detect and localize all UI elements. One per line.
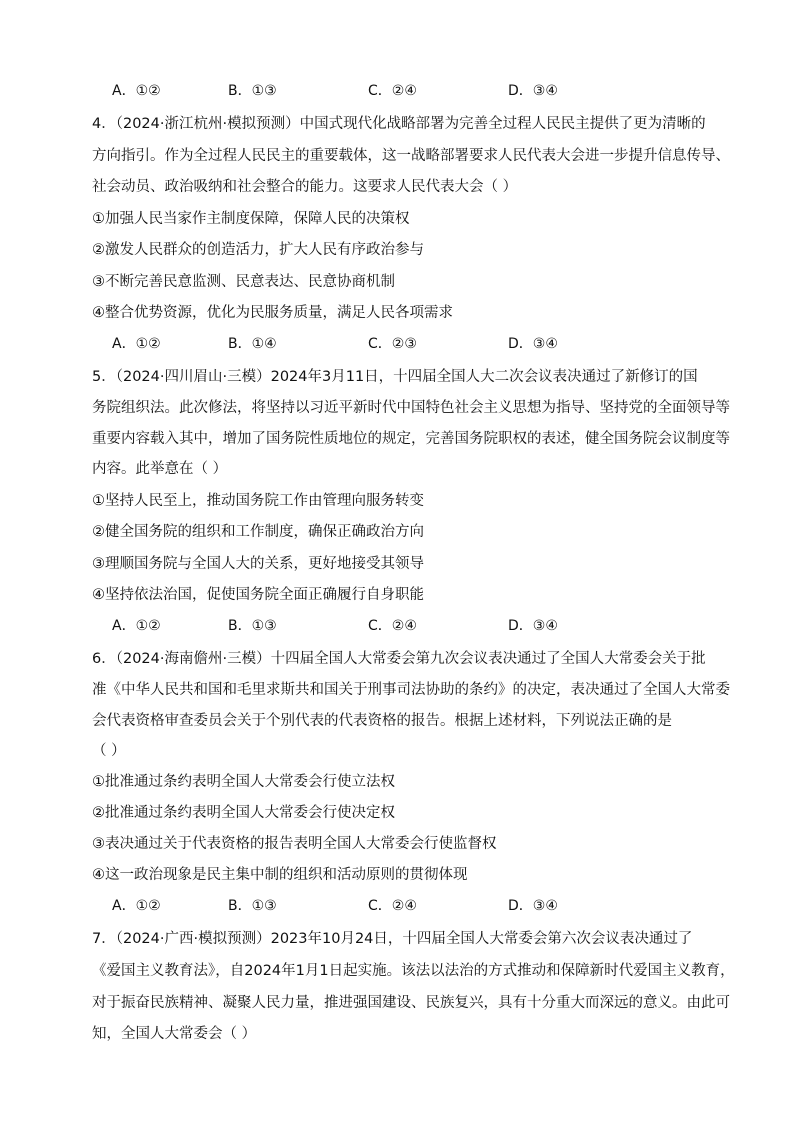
option-b[interactable]: B．①③ — [228, 618, 277, 634]
option-d[interactable]: D．③④ — [508, 336, 558, 352]
q7-stem-line: 《爱国主义教育法》，自2024年1月1日起实施。该法以法治的方式推动和保障新时代爱国主义教育， — [92, 963, 735, 979]
q4-item: ③不断完善民意监测、民意表达、民意协商机制 — [92, 274, 395, 290]
q7-stem-line: 知，全国人大常委会（ ） — [92, 1026, 257, 1042]
q5-stem-line: 务院组织法。此次修法，将坚持以习近平新时代中国特色社会主义思想为指导、坚持党的全面领导等 — [92, 400, 730, 416]
option-b[interactable]: B．①④ — [228, 336, 277, 352]
q5-item: ②健全国务院的组织和工作制度，确保正确政治方向 — [92, 524, 424, 540]
option-c[interactable]: C．②③ — [368, 336, 417, 352]
q5-item: ③理顺国务院与全国人大的关系，更好地接受其领导 — [92, 556, 424, 572]
option-b[interactable]: B．①③ — [228, 83, 277, 99]
option-d[interactable]: D．③④ — [508, 83, 558, 99]
q4-stem-line: 方向指引。作为全过程人民民主的重要载体，这一战略部署要求人民代表大会进一步提升信息传导、 — [92, 148, 730, 164]
q6-item: ②批准通过条约表明全国人大常委会行使决定权 — [92, 805, 395, 821]
q4-stem-line: 社会动员、政治吸纳和社会整合的能力。这要求人民代表大会（ ） — [92, 179, 518, 195]
q3-options — [112, 81, 712, 101]
option-a[interactable]: A．①② — [112, 336, 161, 352]
option-c[interactable]: C．②④ — [368, 898, 417, 914]
q6-stem-line: 准《中华人民共和国和毛里求斯共和国关于刑事司法协助的条约》的决定，表决通过了全国人大常委 — [92, 682, 730, 698]
q5-item: ①坚持人民至上，推动国务院工作由管理向服务转变 — [92, 493, 424, 509]
q4-options — [112, 334, 712, 354]
q6-item: ④这一政治现象是民主集中制的组织和活动原则的贯彻体现 — [92, 867, 468, 883]
q4-item: ②激发人民群众的创造活力，扩大人民有序政治参与 — [92, 242, 424, 258]
q6-item: ③表决通过关于代表资格的报告表明全国人大常委会行使监督权 — [92, 836, 497, 852]
q5-options — [112, 616, 712, 636]
option-a[interactable]: A．①② — [112, 83, 161, 99]
q6-item: ①批准通过条约表明全国人大常委会行使立法权 — [92, 774, 395, 790]
option-b[interactable]: B．①③ — [228, 898, 277, 914]
q5-stem-line: 5．（2024·四川眉山·三模）2024年3月11日，十四届全国人大二次会议表决通过了新修订的国 — [92, 369, 698, 385]
option-a[interactable]: A．①② — [112, 898, 161, 914]
q4-item: ①加强人民当家作主制度保障，保障人民的决策权 — [92, 211, 410, 227]
q5-stem-line: 重要内容载入其中，增加了国务院性质地位的规定，完善国务院职权的表述，健全国务院会议制度等 — [92, 431, 730, 447]
option-d[interactable]: D．③④ — [508, 898, 558, 914]
q6-stem-line: （ ） — [92, 743, 126, 759]
q7-stem-line: 7．（2024·广西·模拟预测）2023年10月24日，十四届全国人大常委会第六次会议表决通过了 — [92, 931, 693, 947]
q5-item: ④坚持依法治国，促使国务院全面正确履行自身职能 — [92, 587, 424, 603]
q5-stem-line: 内容。此举意在（ ） — [92, 461, 228, 477]
q7-stem-line: 对于振奋民族精神、凝聚人民力量，推进强国建设、民族复兴，具有十分重大而深远的意义。由此可 — [92, 995, 730, 1011]
option-c[interactable]: C．②④ — [368, 618, 417, 634]
option-a[interactable]: A．①② — [112, 618, 161, 634]
q6-stem-line: 会代表资格审查委员会关于个别代表的代表资格的报告。根据上述材料，下列说法正确的是 — [92, 713, 672, 729]
option-d[interactable]: D．③④ — [508, 618, 558, 634]
q6-stem-line: 6．（2024·海南儋州·三模）十四届全国人大常委会第九次会议表决通过了全国人大常委会关于批 — [92, 651, 706, 667]
q6-options — [112, 896, 712, 916]
q4-item: ④整合优势资源，优化为民服务质量，满足人民各项需求 — [92, 305, 453, 321]
option-c[interactable]: C．②④ — [368, 83, 417, 99]
q4-stem-line: 4．（2024·浙江杭州·模拟预测）中国式现代化战略部署为完善全过程人民民主提供了更为清晰的 — [92, 116, 706, 132]
